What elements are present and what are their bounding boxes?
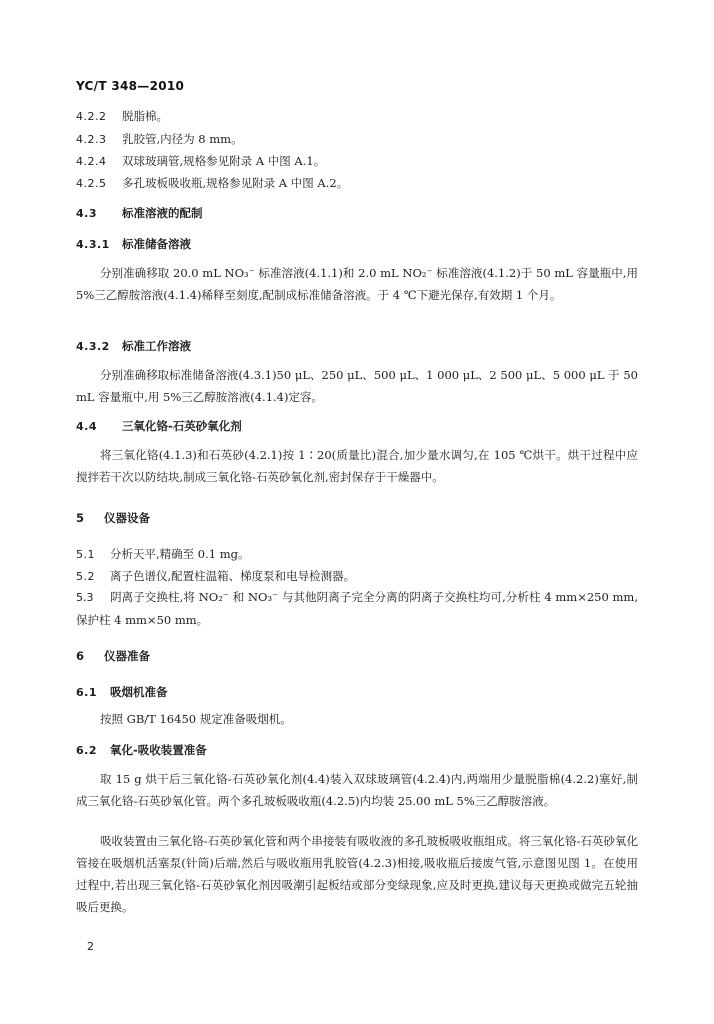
list-item [76, 108, 168, 125]
paragraph-4-3-1: 分别准确移取 20.0 mL NO₃⁻ 标准溶液(4.1.1)和 2.0 mL NO₂⁻ 标准溶液(4.1.2)于 50 mL 容量瓶中,用 5%三乙醇胺溶液(4.1.4)稀释至刻度,配制成标准储备溶液。于 4 ℃下避光保存,有效期 1 个月。 [76, 266, 638, 302]
list-item [76, 175, 348, 192]
paragraph-6-1: 按照 GB/T 16450 规定准备吸烟机。 [100, 712, 292, 726]
item-text: 分析天平,精确至 0.1 mg。 [110, 547, 250, 561]
paragraph-6-2-a: 取 15 g 烘干后三氧化铬-石英砂氧化剂(4.4)装入双球玻璃管(4.2.4)内,两端用少量脱脂棉(4.2.2)塞好,制成三氧化铬-石英砂氧化管。两个多孔玻板吸收瓶(4.2.5)内均装 25.00 mL 5%三乙醇胺溶液。 [76, 772, 638, 808]
list-item [76, 568, 355, 585]
item-text: 离子色谱仪,配置柱温箱、梯度泵和电导检测器。 [110, 569, 356, 583]
section-heading-6: 6 仪器准备 [76, 649, 150, 663]
paragraph-4-4: 将三氧化铬(4.1.3)和石英砂(4.2.1)按 1∶20(质量比)混合,加少量水调匀,在 105 ℃烘干。烘干过程中应搅拌若干次以防结块,制成三氧化铬-石英砂氧化剂,密封保存于干燥器中。 [76, 448, 638, 484]
item-number: 4.2.4 [76, 155, 107, 168]
item-number: 4.2.3 [76, 133, 107, 146]
item-text: 多孔玻板吸收瓶,规格参见附录 A 中图 A.2。 [122, 176, 349, 190]
list-item-5-3 [76, 586, 638, 631]
section-heading-4-4: 4.4 三氧化铬-石英砂氧化剂 [76, 419, 242, 433]
section-heading-6-1: 6.1 吸烟机准备 [76, 685, 168, 699]
list-item [76, 153, 325, 170]
item-number: 4.2.2 [76, 110, 107, 123]
section-heading-5: 5 仪器设备 [76, 511, 150, 525]
page-number: 2 [87, 940, 94, 953]
item-number: 5.2 [76, 570, 95, 583]
section-heading-4-3-2: 4.3.2 标准工作溶液 [76, 339, 191, 353]
item-text: 脱脂棉。 [122, 109, 168, 123]
section-heading-4-3-1: 4.3.1 标准储备溶液 [76, 237, 191, 251]
item-number: 5.1 [76, 548, 95, 561]
paragraph-6-2-b: 吸收装置由三氧化铬-石英砂氧化管和两个串接装有吸收液的多孔玻板吸收瓶组成。将三氧化铬-石英砂氧化管接在吸烟机活塞泵(针筒)后端,然后与吸收瓶用乳胶管(4.2.3)相接,吸收瓶后接废气管,示意图见图 1。在使用过程中,若出现三氧化铬-石英砂氧化剂因吸潮引起板结或部分变绿现象,应及时更换,建议每天更换或做完五轮抽吸后更换。 [76, 834, 638, 914]
section-heading-6-2: 6.2 氧化-吸收装置准备 [76, 743, 207, 757]
section-heading-4-3: 4.3 标准溶液的配制 [76, 206, 203, 220]
standard-code-header: YC/T 348—2010 [76, 79, 185, 93]
item-text: 乳胶管,内径为 8 mm。 [122, 132, 243, 146]
item-text: 双球玻璃管,规格参见附录 A 中图 A.1。 [122, 154, 326, 168]
list-item [76, 131, 243, 148]
paragraph-4-3-2: 分别准确移取标准储备溶液(4.3.1)50 μL、250 μL、500 μL、1 000 μL、2 500 μL、5 000 μL 于 50 mL 容量瓶中,用 5%三乙醇胺溶液(4.1.4)定容。 [76, 368, 638, 404]
item-number: 5.3 [76, 591, 94, 604]
list-item [76, 546, 250, 563]
item-text: 阴离子交换柱,将 NO₂⁻ 和 NO₃⁻ 与其他阴离子完全分离的阴离子交换柱均可,分析柱 4 mm×250 mm,保护柱 4 mm×50 mm。 [76, 590, 638, 627]
item-number: 4.2.5 [76, 177, 107, 190]
